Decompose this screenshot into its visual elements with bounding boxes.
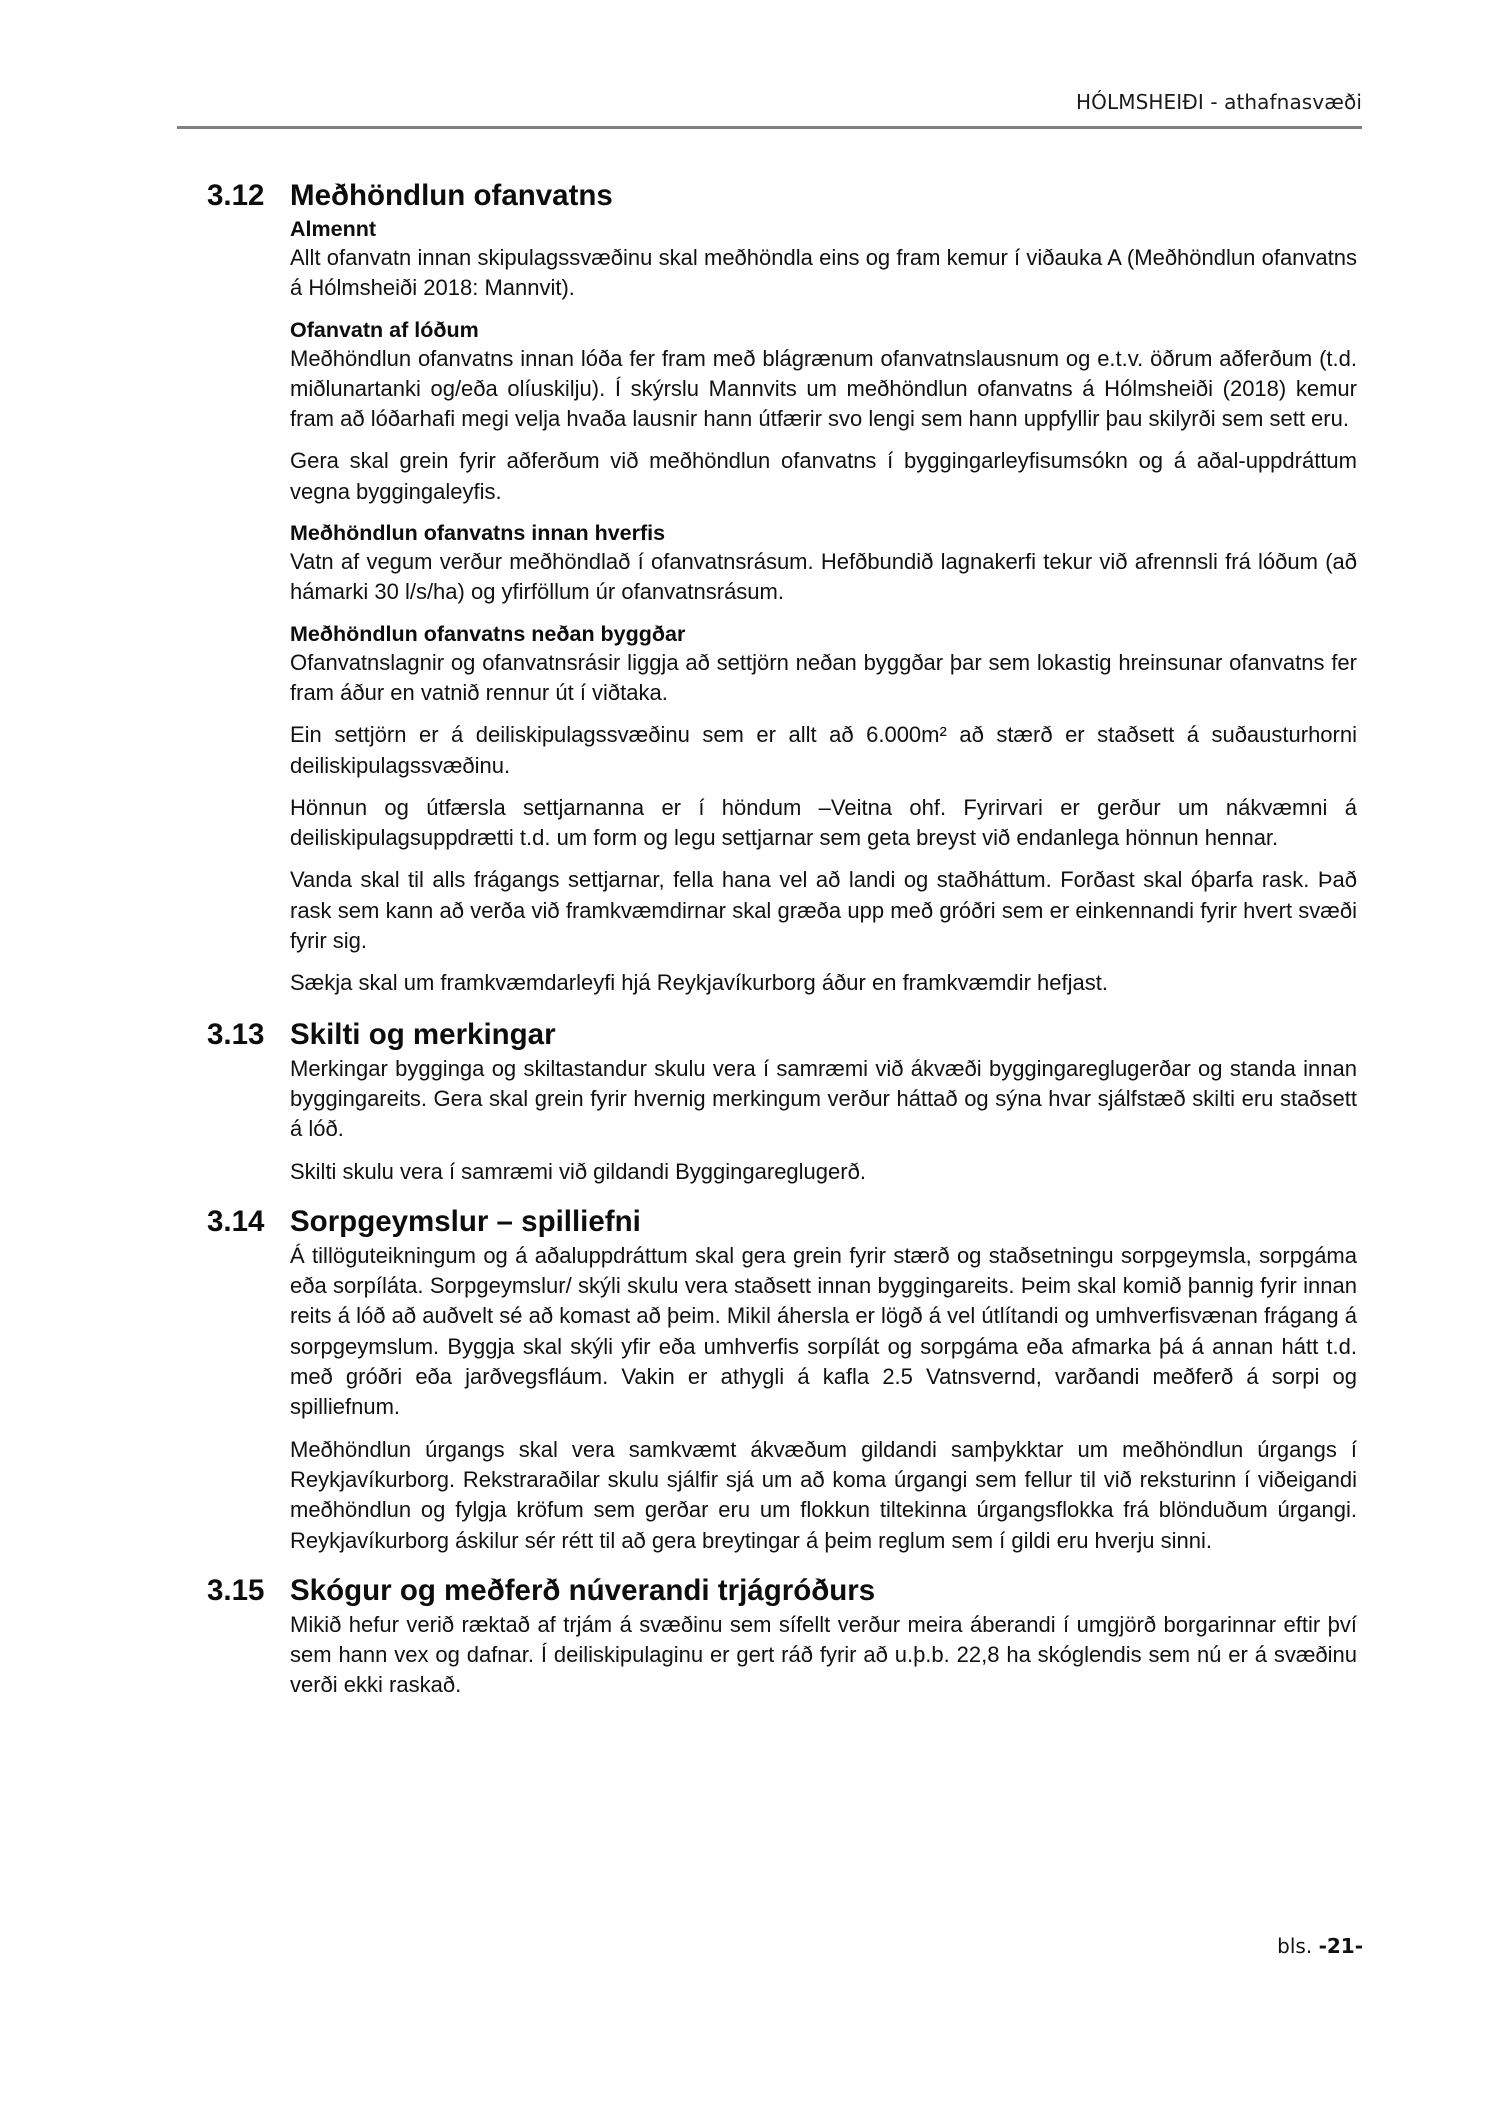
paragraph: Vanda skal til alls frágangs settjarnar, fella hana vel að landi og staðháttum. Forðast skal óþarfa rask. Það rask sem kann að verða við framkvæmdirnar skal græða upp með gróðri sem er einkennandi fyrir hvert svæði fyrir sig. xyxy=(290,867,1357,954)
section-heading xyxy=(207,1017,1357,1053)
subheading: Almennt xyxy=(290,217,376,241)
paragraph: Merkingar bygginga og skiltastandur skulu vera í samræmi við ákvæði byggingareglugerðar og standa innan byggingareits. Gera skal grein fyrir hvernig merkingum verður háttað og sýna hvar sjálfstæð skilti eru staðsett á lóð. xyxy=(290,1055,1357,1142)
paragraph: Mikið hefur verið ræktað af trjám á svæðinu sem sífellt verður meira áberandi í umgjörð borgarinnar eftir því sem hann vex og dafnar. Í deiliskipulaginu er gert ráð fyrir að u.þ.b. 22,8 ha skóglendis sem nú er á svæðinu verði ekki raskað. xyxy=(290,1611,1357,1698)
paragraph: Skilti skulu vera í samræmi við gildandi Byggingareglugerð. xyxy=(290,1158,866,1184)
subsection-nedan-byggdar xyxy=(290,620,1357,999)
section-number: 3.12 xyxy=(207,179,265,212)
section-3-12 xyxy=(207,178,1357,999)
section-3-14 xyxy=(207,1204,1357,1556)
section-title: Skógur og meðferð núverandi trjágróðurs xyxy=(290,1573,876,1607)
paragraph: Sækja skal um framkvæmdarleyfi hjá Reykjavíkurborg áður en framkvæmdir hefjast. xyxy=(290,970,1108,996)
section-3-15 xyxy=(207,1573,1357,1701)
running-header: HÓLMSHEIÐI - athafnasvæði xyxy=(1076,90,1362,114)
page-number: -21- xyxy=(1318,1934,1363,1958)
section-heading xyxy=(207,178,1357,214)
paragraph: Á tillöguteikningum og á aðaluppdráttum skal gera grein fyrir stærð og staðsetningu sorpgeymsla, sorpgáma eða sorpíláta. Sorpgeymslur/ skýli skulu vera staðsett innan byggingareits. Þeim skal komið þannig fyrir innan reits á lóð að auðvelt sé að komast að þeim. Mikil áhersla er lögð á vel útlítandi og umhverfisvænan frágang á sorpgeymslum. Byggja skal skýli yfir eða umhverfis sorpílát og sorpgáma eða afmarka þá á annan hátt t.d. með gróðri eða jarðvegsfláum. Vakin er athygli á kafla 2.5 Vatnsvernd, varðandi meðferð á sorpi og spilliefnum. xyxy=(290,1242,1357,1420)
paragraph: Hönnun og útfærsla settjarnanna er í höndum –Veitna ohf. Fyrirvari er gerður um nákvæmni á deiliskipulagsuppdrætti t.d. um form og legu settjarnar sem geta breyst við endanlega hönnun hennar. xyxy=(290,794,1357,851)
page-content xyxy=(207,178,1357,1713)
paragraph: Ofanvatnslagnir og ofanvatnsrásir liggja að settjörn neðan byggðar þar sem lokastig hreinsunar ofanvatns fer fram áður en vatnið rennur út í viðtaka. xyxy=(290,649,1357,705)
header-divider xyxy=(177,126,1362,129)
section-title: Sorpgeymslur – spilliefni xyxy=(290,1204,641,1238)
section-number: 3.13 xyxy=(207,1017,265,1051)
paragraph: Ein settjörn er á deiliskipulagssvæðinu sem er allt að 6.000m² að stærð er staðsett á suðausturhorni deiliskipulagssvæðinu. xyxy=(290,722,1357,778)
paragraph: Gera skal grein fyrir aðferðum við meðhöndlun ofanvatns í byggingarleyfisumsókn og á aðal-uppdráttum vegna byggingaleyfis. xyxy=(290,448,1357,504)
section-title: Skilti og merkingar xyxy=(290,1017,556,1051)
subheading: Ofanvatn af lóðum xyxy=(290,317,479,342)
subheading: Meðhöndlun ofanvatns innan hverfis xyxy=(290,521,666,546)
section-3-13 xyxy=(207,1017,1357,1187)
paragraph: Allt ofanvatn innan skipulagssvæðinu skal meðhöndla eins og fram kemur í viðauka A (Meðhöndlun ofanvatns á Hólmsheiði 2018: Mannvit). xyxy=(290,245,1357,301)
page-footer xyxy=(1277,1934,1363,1958)
section-body xyxy=(290,1241,1357,1556)
section-heading xyxy=(207,1204,1357,1240)
subsection-ofanvatn-af-lodum xyxy=(290,316,1357,507)
section-body xyxy=(290,215,1357,999)
subsection-almennt xyxy=(290,215,1357,304)
paragraph: Meðhöndlun ofanvatns innan lóða fer fram með blágrænum ofanvatnslausnum og e.t.v. öðrum aðferðum (t.d. miðlunartanki og/eða olíuskilju). Í skýrslu Mannvits um meðhöndlun ofanvatns á Hólmsheiði (2018) kemur fram að lóðarhafi megi velja hvaða lausnir hann útfærir svo lengi sem hann uppfyllir þau skilyrði sem sett eru. xyxy=(290,345,1357,432)
paragraph: Meðhöndlun úrgangs skal vera samkvæmt ákvæðum gildandi samþykktar um meðhöndlun úrgangs í Reykjavíkurborg. Rekstraraðilar skulu sjálfir sjá um að koma úrgangi sem fellur til við reksturinn í viðeigandi meðhöndlun og fylgja kröfum sem gerðar eru um flokkun tiltekinna úrgangsflokka frá blönduðum úrgangi. Reykjavíkurborg áskilur sér rétt til að gera breytingar á þeim reglum sem í gildi eru hverju sinni. xyxy=(290,1436,1357,1553)
section-title: Meðhöndlun ofanvatns xyxy=(290,179,613,212)
subsection-innan-hverfis xyxy=(290,519,1357,608)
section-body xyxy=(290,1054,1357,1187)
page-label: bls. xyxy=(1277,1934,1319,1958)
paragraph: Vatn af vegum verður meðhöndlað í ofanvatnsrásum. Hefðbundið lagnakerfi tekur við afrennsli frá lóðum (að hámarki 30 l/s/ha) og yfirföllum úr ofanvatnsrásum. xyxy=(290,549,1357,605)
section-number: 3.15 xyxy=(207,1573,265,1607)
section-number: 3.14 xyxy=(207,1204,265,1238)
section-heading xyxy=(207,1573,1357,1609)
subheading: Meðhöndlun ofanvatns neðan byggðar xyxy=(290,621,686,646)
section-body xyxy=(290,1610,1357,1701)
